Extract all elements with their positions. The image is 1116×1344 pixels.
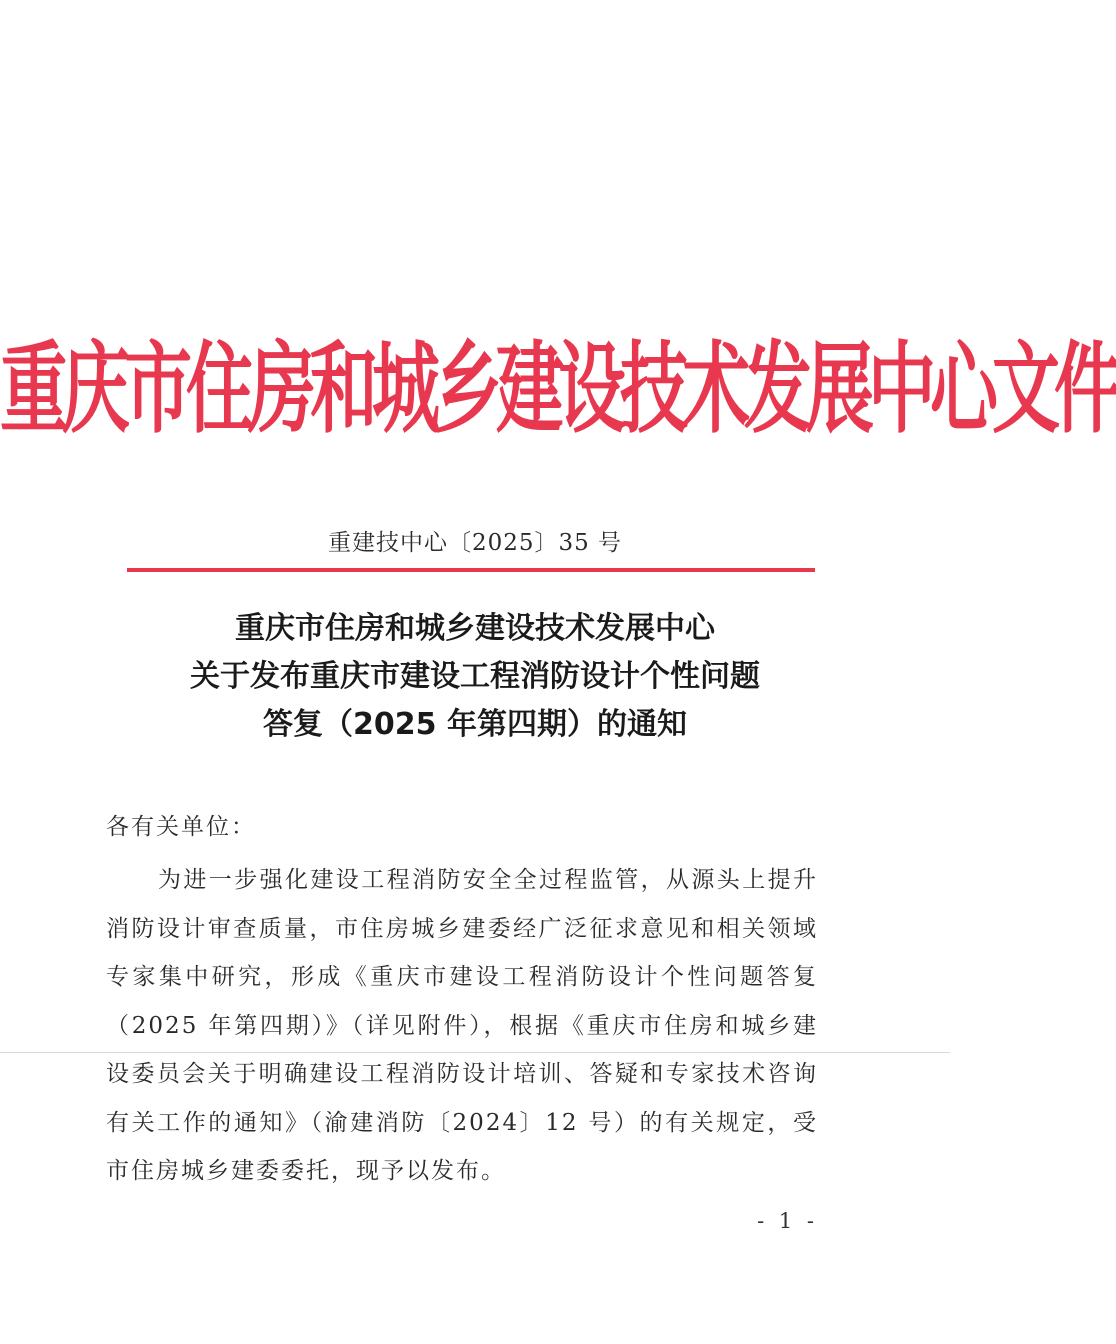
red-divider-line — [127, 568, 815, 572]
document-number: 重建技中心〔2025〕35 号 — [327, 530, 623, 556]
notice-title — [0, 605, 950, 749]
page-number: - 1 - — [757, 1209, 818, 1233]
body-paragraph: 为进一步强化建设工程消防安全全过程监管，从源头上提升消防设计审查质量，市住房城乡建委经广泛征求意见和相关领域专家集中研究，形成《重庆市建设工程消防设计个性问题答复（2025 年第四期）》（详见附件），根据《重庆市住房和城乡建设委员会关于明确建设工程消防设计培训、答疑和专家技术咨询有关工作的通知》（渝建消防〔2024〕12 号）的有关规定，受市住房城乡建委委托，现予以发布。 — [106, 867, 818, 1184]
title-line-3: 答复（2025 年第四期）的通知 — [263, 707, 687, 742]
salutation: 各有关单位： — [106, 814, 256, 840]
document-masthead — [0, 333, 1116, 448]
title-line-1: 重庆市住房和城乡建设技术发展中心 — [235, 611, 715, 646]
title-line-2: 关于发布重庆市建设工程消防设计个性问题 — [190, 659, 760, 694]
scan-artifact-line — [0, 1052, 950, 1053]
masthead-title: 重庆市住房和城乡建设技术发展中心文件 — [0, 333, 1116, 448]
